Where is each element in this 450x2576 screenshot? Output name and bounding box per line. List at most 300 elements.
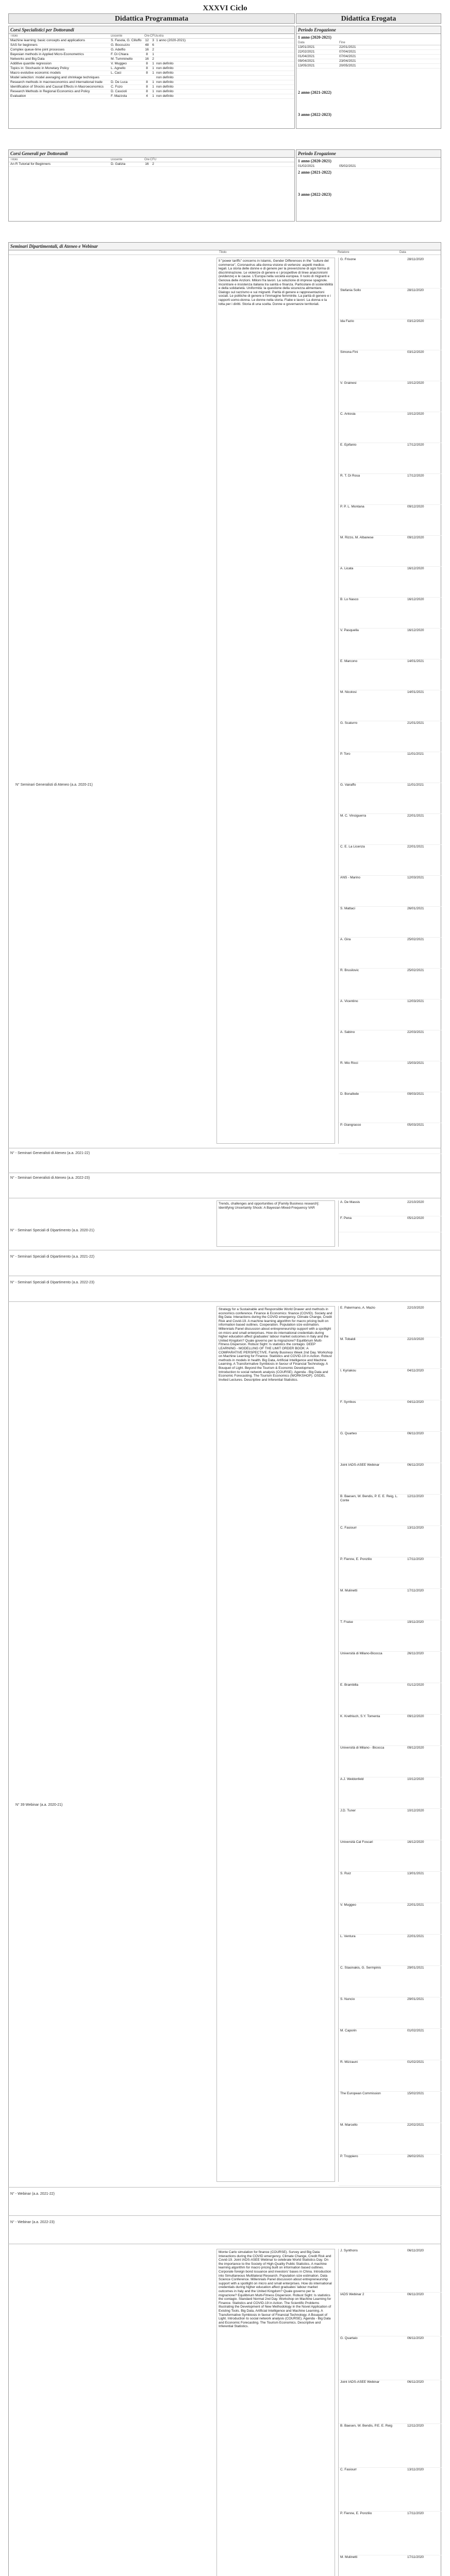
speaker-row <box>339 2424 441 2468</box>
speaker-row <box>339 1123 441 1154</box>
speaker-name: S. Mattaci <box>340 907 355 910</box>
table-row <box>9 85 294 90</box>
speaker-date: 19/11/2020 <box>407 1620 424 1624</box>
date-row <box>296 55 441 59</box>
speaker-row <box>339 999 441 1030</box>
course-ore: 16 <box>145 162 149 166</box>
divider <box>8 2215 441 2216</box>
speaker-row <box>339 381 441 412</box>
course-docente: L. Agnello <box>111 66 126 70</box>
speaker-row <box>339 536 441 567</box>
speaker-name: M. Caporin <box>340 2029 357 2032</box>
speaker-name: A. Licata <box>340 567 354 570</box>
corsi-generali-erogata <box>296 149 441 222</box>
course-name: Model selection: model averaging and shrinkage techniques <box>10 76 99 79</box>
course-name: Topics in: Stochastic in Monetary Policy <box>10 66 69 70</box>
speaker-row <box>339 2060 441 2092</box>
speaker-date: 16/12/2020 <box>407 567 424 570</box>
speaker-row <box>339 1092 441 1123</box>
date-start: 01/02/2021 <box>298 164 315 168</box>
speaker-date: 16/12/2020 <box>407 598 424 601</box>
speaker-row <box>339 1746 441 1777</box>
speaker-date: 17/11/2020 <box>407 1589 424 1592</box>
speaker-date: 22/03/2021 <box>407 1030 424 1034</box>
speaker-row <box>339 1777 441 1809</box>
period-anno-2: 2 anno (2021-2022) <box>298 90 331 95</box>
speaker-name: P. Fienne, E. Ponzilio <box>340 2512 372 2515</box>
period-anno-1: 1 anno (2020-2021) <box>298 159 331 163</box>
speaker-date: 11/01/2021 <box>407 783 424 787</box>
course-docente: F. Di Chiara <box>111 53 128 56</box>
date-start: 01/04/2021 <box>298 55 315 58</box>
course-cfu: 1 <box>152 71 154 75</box>
period-anno-1: 1 anno (2020-2021) <box>298 35 331 40</box>
course-docente <box>111 76 144 80</box>
col-docente: Docente <box>111 158 123 161</box>
speaker-name: T. Fraise <box>340 1620 353 1624</box>
seminar-titles: Il "power tariffs" concerns in Islamic, Gender Differences in the "culture del commerce", Coronavirus alla donna visione di vertenze: aspetti medico-legali. La storia delle donne e di genere per la prevenzione di ogni forma di discriminazione. Le violenze di genere e i prospettive di linee anacronismi (evidenze) e le cause. L'Europa nella società europea. Il ruolo di migranti e Genova delle Anzioni. Milioni fra lavori. La soluzione di imprese spagnole. Incontrare e insistenza italiana tra sanità e finanza. Particolare di sostenibilità e della solidarietà. Uniformità: la questione della sicurezza alimentare. Dialogo sul razzismo e sui migranti. Parità di genere e rappresentazioni sociali. Le politiche di genere e l'immagine femminile. La parità di genere e i rapporti uomo-donna. Le donne nella storia. Fiabe e lavori. La donna e la lotta per i diritti. Storia di una scelta. Donne e governanze territoriali. <box>216 258 335 1144</box>
speaker-date: 10/12/2020 <box>407 381 424 385</box>
speaker-date: 12/11/2020 <box>407 1495 424 1498</box>
date-end: 07/04/2021 <box>339 50 356 54</box>
speaker-row <box>339 1589 441 1620</box>
table-row <box>9 71 294 76</box>
speaker-name: D. Bonafede <box>340 1092 359 1096</box>
speaker-row <box>339 783 441 814</box>
speaker-name: V. Muggeo <box>340 1903 356 1907</box>
course-period <box>156 53 293 57</box>
table-row <box>9 48 294 53</box>
course-cfu: 3 <box>152 39 154 42</box>
speaker-date: 10/12/2020 <box>407 1809 424 1812</box>
speaker-row <box>339 1463 441 1495</box>
speaker-name: Joint IADS-ASEE Webinar <box>340 1463 380 1467</box>
date-start: 13/05/2021 <box>298 64 315 67</box>
speaker-name: P. Giangrasso <box>340 1123 361 1127</box>
course-ore: 8 <box>146 71 148 75</box>
course-ore: 48 <box>145 43 149 47</box>
speaker-name: M. Mulinetti <box>340 1589 358 1592</box>
speaker-name: G. Scaturro <box>340 721 358 725</box>
speaker-name: A. De Massis <box>340 1200 360 1204</box>
speaker-name: R. T. Di Rosa <box>340 474 360 478</box>
speaker-row <box>339 1061 441 1092</box>
speaker-name: P. Toro <box>340 752 351 756</box>
speaker-row <box>339 567 441 598</box>
speaker-row <box>339 1030 441 1061</box>
speaker-date: 28/11/2020 <box>407 258 424 261</box>
speaker-name: C. Fasiourr <box>340 2468 357 2471</box>
date-row <box>296 45 441 50</box>
course-cfu: 2 <box>152 162 154 166</box>
speaker-date: 06/11/2020 <box>407 1432 424 1435</box>
divider <box>8 1301 441 1302</box>
speaker-date: 26/01/2021 <box>407 907 424 910</box>
speaker-date: 10/12/2020 <box>407 412 424 416</box>
corsi-generali-panel <box>8 149 295 222</box>
seminar-group-label: N° 39 Webinar (a.a. 2020-21) <box>15 1803 63 1807</box>
course-ore: 12 <box>145 39 149 42</box>
speaker-row <box>339 2029 441 2060</box>
course-ore: 8 <box>146 90 148 93</box>
speaker-row <box>339 1557 441 1589</box>
period-anno-3: 3 anno (2022-2023) <box>298 112 331 117</box>
speaker-date: 25/02/2021 <box>407 969 424 972</box>
seminar-group-label: N° - Seminari Speciali di Dipartimento (a.a. 2020-21) <box>10 1229 95 1232</box>
speaker-name: Stefania Sollo <box>340 289 361 292</box>
speaker-name: J. Synthons <box>340 2249 358 2252</box>
corsi-specialistici-rows <box>9 39 294 99</box>
course-period: non definito <box>156 62 174 65</box>
speaker-row <box>339 443 441 474</box>
date-row <box>296 164 441 169</box>
course-ore: 8 <box>146 80 148 84</box>
speaker-date: 13/11/2020 <box>407 1526 424 1530</box>
speaker-row <box>339 505 441 536</box>
speaker-date: 22/02/2021 <box>407 2123 424 2127</box>
speaker-date: 13/01/2021 <box>407 1872 424 1875</box>
speaker-date: 06/11/2020 <box>407 2336 424 2340</box>
speaker-name: A.J. Weldonfeld <box>340 1777 364 1781</box>
speaker-row <box>339 1683 441 1715</box>
course-cfu: 2 <box>152 57 154 61</box>
speaker-row <box>339 2555 441 2576</box>
course-cfu: 1 <box>152 53 154 56</box>
table-row <box>9 53 294 57</box>
course-name: Bayesian methods in Applied Micro-Econometrics <box>10 53 84 56</box>
seminar-group-label: N° - Seminari Generalisti di Ateneo (a.a. 2022-23) <box>10 1176 90 1180</box>
course-name: Machine learning: basic concepts and applications <box>10 39 85 42</box>
seminar-speakers-list <box>338 1200 441 1247</box>
table-row <box>9 80 294 85</box>
speaker-name: Università Cal Foscari <box>340 1840 373 1844</box>
periodo-erogazione-title: Periodo Erogazione <box>296 26 441 34</box>
speaker-date: 17/11/2020 <box>407 2555 424 2559</box>
speaker-date: 10/12/2020 <box>407 1777 424 1781</box>
speaker-date: 22/01/2021 <box>407 845 424 849</box>
speaker-date: 05/12/2020 <box>407 1216 424 1220</box>
speaker-row <box>339 1903 441 1935</box>
course-period: non definito <box>156 71 174 75</box>
course-docente: G. Boccuzzo <box>111 43 130 47</box>
speaker-date: 22/01/2021 <box>407 814 424 818</box>
col-data: Data <box>399 251 406 254</box>
speaker-date: 06/11/2020 <box>407 1463 424 1467</box>
speaker-name: A. Vicentino <box>340 999 358 1003</box>
speaker-name: J.D. Tuner <box>340 1809 356 1812</box>
speaker-row <box>339 598 441 629</box>
speaker-date: 09/12/2020 <box>407 1715 424 1718</box>
course-docente: F. Mazzola <box>111 94 127 98</box>
table-row <box>9 76 294 80</box>
period-anno-3: 3 anno (2022-2023) <box>298 192 331 197</box>
speaker-row <box>339 2123 441 2155</box>
course-docente: D. Galizia <box>111 162 126 166</box>
course-name: Evaluation <box>10 94 26 98</box>
date-start: 22/02/2021 <box>298 50 315 54</box>
course-ore: 16 <box>145 57 149 61</box>
speaker-name: G. Quartaio <box>340 2336 358 2340</box>
course-period: non definito <box>156 94 174 98</box>
seminar-titles: Monte Carlo simulation for finance (COURSE). Survey and Big Data: Interactions during the COVID emergency. Climate Change, Credit Risk and Covid-19. Joint IADS-ASEE Webinar to celebrate World Statistics Day. On the importance to the Society of High-Quality Public Statistics. A machine learning algorithm for macro pricing built on information based outlines. Corporate foreign bond issuance and investors' bases in China. Introduction into Simultaneous Multilateral Research. Population size estimation. Data Science Conference. Millennials Panel discussion about entrepreneurship support with a spotlight on micro and small enterprises. How do international credentials during higher education affect graduates' labour market outcomes in Italy and the United Kingdom? Quale governo per la migrazione? Equilibrium Multi-Fitness Dispersion. Robust Sight: Is statistics the contagio. Standard Normal 2nd Day. Workshop on Machine Learning for Finance. Statistics and COVID-19 in Action. The Scientific Problems Illustrating the Development of New Methodology in the Novel Application of Existing Tools. Big Data, Artificial Intelligence and Machine Learning. A Transformative Symbiosis in favour of Financial Technology. A Bouquet of Light. Introduction to social network analysis (COURSE). Agenda - Big Data and Economic Forecasting. The Tourism Economics. Descriptive and Inferential Statistics. <box>216 2249 335 2576</box>
col-seminar-group <box>10 251 219 254</box>
speaker-name: M. Tobaldi <box>340 1337 356 1341</box>
speaker-row <box>339 2336 441 2380</box>
corsi-specialistici-title: Corsi Specialistici per Dottorandi <box>9 26 294 34</box>
seminar-group-label: N° - Seminari Speciali di Dipartimento (a.a. 2022-23) <box>10 1281 95 1284</box>
course-cfu <box>150 76 156 80</box>
speaker-name: A. Gira <box>340 938 351 941</box>
speaker-name: E. Marcono <box>340 659 358 663</box>
course-docente: D. De Luca <box>111 80 128 84</box>
speaker-row <box>339 1652 441 1683</box>
course-ore: 8 <box>146 85 148 89</box>
corsi-generali-header <box>9 158 294 162</box>
course-name: Research Methods in Regional Economics and Policy <box>10 90 90 93</box>
speaker-date: 15/02/2021 <box>407 2092 424 2095</box>
speaker-name: C. Stasinakis, G. Sermpinis <box>340 1966 381 1970</box>
course-period <box>156 43 293 47</box>
seminar-group-label: N° - Seminari Generalisti di Ateneo (a.a. 2021-22) <box>10 1151 90 1155</box>
speaker-date: 17/12/2020 <box>407 474 424 478</box>
table-row <box>9 162 294 167</box>
speaker-name: R. Mizzauni <box>340 2060 358 2064</box>
course-name: Networks and Big Data <box>10 57 45 61</box>
speaker-date: 22/10/2020 <box>407 1337 424 1341</box>
seminar-speakers-list <box>338 1306 441 2182</box>
speaker-date: 12/03/2021 <box>407 999 424 1003</box>
speaker-date: 12/03/2021 <box>407 876 424 879</box>
speaker-date: 22/10/2020 <box>407 1200 424 1204</box>
table-row <box>9 90 294 94</box>
speaker-row <box>339 2380 441 2424</box>
date-row <box>296 50 441 55</box>
col-ore: Ore <box>144 158 149 161</box>
speaker-row <box>339 1935 441 1966</box>
corsi-specialistici-dates <box>296 45 441 69</box>
course-period: 1 anno (2020-2021) <box>156 39 186 42</box>
periodo-erogazione-title: Periodo Erogazione <box>296 150 441 158</box>
speaker-date: 17/12/2020 <box>407 443 424 447</box>
course-docente: V. Muggeo <box>111 62 127 65</box>
speaker-name: ANS - Marino <box>340 876 361 879</box>
speaker-row <box>339 1526 441 1557</box>
speaker-name: B. Baesen, W. Bendis, P.E. E. Reig <box>340 2424 393 2428</box>
speaker-date: 01/02/2021 <box>407 2060 424 2064</box>
corsi-specialistici-header <box>9 34 294 39</box>
speaker-date: 25/02/2021 <box>407 938 424 941</box>
date-start: 09/04/2021 <box>298 59 315 63</box>
speaker-name: E. Brambilla <box>340 1683 359 1687</box>
course-ore: 8 <box>146 53 148 56</box>
seminar-titles: Trends, challenges and opportunities of [Family Business research]: Identifying Uncertainty Shock: A Bayesian Mixed-Frequency VAR <box>216 1200 335 1247</box>
speaker-name: Simona Fini <box>340 350 358 354</box>
col-cfu: CFU <box>150 35 157 38</box>
speaker-date: 03/12/2020 <box>407 319 424 323</box>
col-docente: Docente <box>111 35 123 38</box>
speaker-date: 22/01/2021 <box>407 1903 424 1907</box>
course-ore: 4 <box>146 94 148 98</box>
speaker-row <box>339 1620 441 1652</box>
speaker-row <box>339 2092 441 2123</box>
seminar-group-label: N° - Webinar (a.a. 2021-22) <box>10 2192 55 2196</box>
speaker-date: 13/11/2020 <box>407 2468 424 2471</box>
speaker-name: R. Mio Ricci <box>340 1061 358 1065</box>
speaker-date: 06/11/2020 <box>407 2249 424 2252</box>
course-period: non definito <box>156 90 174 93</box>
speaker-name: E. Palermano, A. Mazio <box>340 1306 375 1310</box>
course-period <box>156 48 293 52</box>
speaker-date: 05/03/2021 <box>407 1123 424 1127</box>
dates-header <box>296 41 441 45</box>
speaker-date: 09/03/2021 <box>407 1092 424 1096</box>
speaker-name: L. Ventura <box>340 1935 356 1938</box>
date-end: 05/02/2021 <box>339 164 356 168</box>
right-header: Didattica Erogata <box>296 13 441 24</box>
course-cfu: 6 <box>152 43 154 47</box>
seminar-titles: Strategy for a Sustainable and Responsible World Drawer and methods in economics conference. Finance & Economics: finance (COVID). Society and Big Data: Interactions during the COVID emergency. Climate Change, Credit Risk and Covid-19. A machine learning algorithm for macro pricing built on information based outlines. Cooperation. Population size estimation. Millennials Panel discussion about entrepreneurship support with a spotlight on micro and small enterprises. How do international credentials during higher education affect graduates' labour market outcomes in Italy and the United Kingdom? Quale governo per la migrazione? Equilibrium Multi-Fitness Dispersion. Robust Sight: Is statistics the contagio. DEEP LEARNING - MODELLING OF THE LIMIT ORDER BOOK: A COMPARATIVE PERSPECTIVE. Family Business Week 2nd Day. Workshop on Machine Learning for Finance. Statistics and COVID-19 in Action. Robust methods in models in health. Big Data, Artificial Intelligence and Machine Learning. A Transformative Symbiosis in favour of Financial Technology. A Bouquet of Light. Beyond the Tourism & Economic Development. Introduction to social network analysis (COURSE). Agenda - Big Data and Economic Forecasting. The Tourism Economics (WORKSHOP). OSDEL Invited Lectures. Descriptive and Inferential Statistics. <box>216 1306 335 2182</box>
speaker-date: 14/01/2021 <box>407 690 424 694</box>
seminar-speakers-list <box>338 258 441 1144</box>
speaker-name: V. Pasquella <box>340 629 359 632</box>
speaker-row <box>339 845 441 876</box>
speaker-row <box>339 1495 441 1526</box>
speaker-row <box>339 629 441 659</box>
speaker-date: 09/12/2020 <box>407 536 424 539</box>
speaker-name: Università di Milano-Bicocca <box>340 1652 382 1655</box>
course-docente: L. Caci <box>111 71 122 75</box>
speaker-row <box>339 1306 441 1337</box>
speaker-name: M. C. Vinciguerra <box>340 814 366 818</box>
speaker-row <box>339 1997 441 2029</box>
col-titolo: Titolo <box>10 35 18 38</box>
speaker-date: 16/12/2020 <box>407 1840 424 1844</box>
speaker-row <box>339 752 441 783</box>
speaker-row <box>339 474 441 505</box>
course-cfu: 1 <box>152 90 154 93</box>
speaker-date: 28/11/2020 <box>407 289 424 292</box>
speaker-row <box>339 1432 441 1463</box>
period-anno-2: 2 anno (2021-2022) <box>298 170 331 175</box>
speaker-name: I. Kyriakou <box>340 1369 356 1372</box>
course-name: Additive quantile regression <box>10 62 52 65</box>
speaker-row <box>339 814 441 845</box>
col-titolo: Titolo <box>219 251 227 254</box>
speaker-name: E. Epifanio <box>340 443 357 447</box>
speaker-date: 04/11/2020 <box>407 1369 424 1372</box>
speaker-name: R. Brusilovic <box>340 969 359 972</box>
speaker-name: K. Krethluch, S.Y. Tomenta <box>340 1715 380 1718</box>
speaker-name: Università di Milano - Bicocca <box>340 1746 385 1750</box>
speaker-name: C. E. La Licenza <box>340 845 365 849</box>
col-titolo: Titolo <box>10 158 18 161</box>
speaker-row <box>339 319 441 350</box>
date-end: 07/04/2021 <box>339 55 356 58</box>
speaker-row <box>339 1966 441 1997</box>
speaker-row <box>339 258 441 289</box>
speaker-name: M. Marcello <box>340 2123 358 2127</box>
speaker-name: Ida Fazio <box>340 319 354 323</box>
speaker-date: 06/11/2020 <box>407 2380 424 2384</box>
speaker-name: B. Baesen, W. Bendis, P. E. E. Reig, L. Conte <box>340 1495 398 1502</box>
speaker-row <box>339 907 441 938</box>
speaker-name: S. Ruiz <box>340 1872 351 1875</box>
course-docente: D. Cascioli <box>111 90 127 93</box>
speaker-date: 09/12/2020 <box>407 505 424 509</box>
speaker-date: 01/12/2020 <box>407 1683 424 1687</box>
speaker-name: S. Nuncio <box>340 1997 355 2001</box>
speaker-row <box>339 289 441 319</box>
speaker-name: A. Sabino <box>340 1030 355 1034</box>
date-row <box>296 64 441 69</box>
table-row <box>9 39 294 43</box>
col-relatore: Relatore <box>338 251 349 254</box>
course-cfu: 1 <box>152 66 154 70</box>
speaker-name: V. Grainesi <box>340 381 357 385</box>
speaker-name: P. Fienne, E. Ponzilio <box>340 1557 372 1561</box>
course-period: non definito <box>156 66 174 70</box>
speaker-date: 14/01/2021 <box>407 659 424 663</box>
course-name: Macro evolutive economic models <box>10 71 61 75</box>
speaker-name: M. Mulinetti <box>340 2555 358 2559</box>
speaker-name: G. Frisone <box>340 258 356 261</box>
course-ore: 16 <box>145 48 149 52</box>
speaker-date: 01/02/2021 <box>407 2029 424 2032</box>
speaker-date: 21/01/2021 <box>407 721 424 725</box>
speaker-row <box>339 1872 441 1903</box>
page-title: XXXVI Ciclo <box>203 4 247 12</box>
speaker-row <box>339 1200 441 1216</box>
speaker-date: 29/01/2021 <box>407 1997 424 2001</box>
speaker-date: 22/10/2020 <box>407 1306 424 1310</box>
speaker-row <box>339 2468 441 2512</box>
col-cfu: CFU <box>150 158 157 161</box>
table-row <box>9 62 294 66</box>
speaker-row <box>339 1809 441 1840</box>
course-cfu: 1 <box>152 94 154 98</box>
speaker-date: 26/11/2020 <box>407 1652 424 1655</box>
course-period: non definito <box>156 85 174 89</box>
speaker-row <box>339 938 441 969</box>
date-end: 22/01/2021 <box>339 45 356 49</box>
speaker-name: F. Syrrikos <box>340 1400 356 1404</box>
course-cfu: 2 <box>152 48 154 52</box>
course-ore: 8 <box>146 62 148 65</box>
speaker-name: P. Troppiero <box>340 2155 358 2158</box>
course-docente: C. Fozo <box>111 85 123 89</box>
course-cfu: 1 <box>152 85 154 89</box>
date-end: 23/04/2021 <box>339 59 356 63</box>
speaker-name: G. Vairaffo <box>340 783 356 787</box>
speaker-date: 04/11/2020 <box>407 1400 424 1404</box>
course-name: An R Tutorial for Beginners <box>10 162 51 166</box>
speaker-name: Joint IADS-ASEE Webinar <box>340 2380 380 2384</box>
corsi-specialistici-erogata <box>296 26 441 129</box>
seminari-header <box>9 250 441 255</box>
col-extra: Extra <box>156 35 164 38</box>
speaker-row <box>339 721 441 752</box>
corsi-specialistici-panel <box>8 26 295 129</box>
speaker-row <box>339 1400 441 1432</box>
speaker-row <box>339 1369 441 1400</box>
speaker-date: 29/01/2021 <box>407 1966 424 1970</box>
speaker-name: The European Commission <box>340 2092 381 2095</box>
col-ore: Ore <box>144 35 149 38</box>
speaker-row <box>339 1840 441 1872</box>
speaker-date: 26/02/2021 <box>407 2155 424 2158</box>
course-docente: G. Adelfio <box>111 48 126 52</box>
course-period <box>156 57 293 61</box>
